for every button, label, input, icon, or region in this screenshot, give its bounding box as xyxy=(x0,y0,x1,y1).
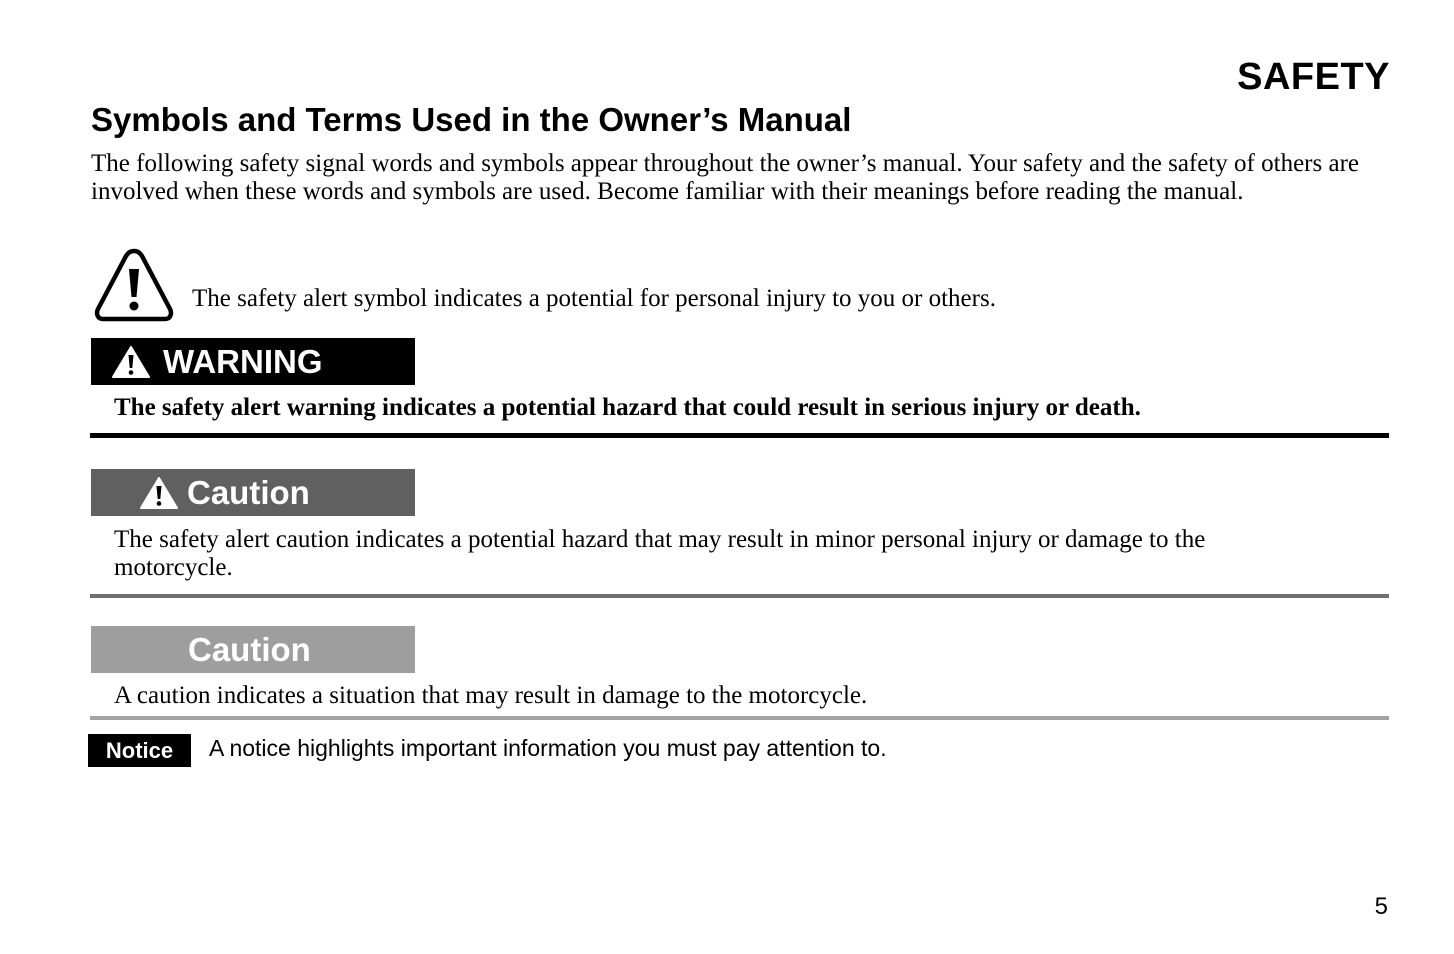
caution-alert-label-box xyxy=(91,469,415,516)
notice-description: A notice highlights important information you must pay attention to. xyxy=(209,735,887,761)
page-number: 5 xyxy=(1374,893,1388,920)
intro-paragraph: The following safety signal words and symbols appear throughout the owner’s manual. Your safety and the safety of others are involved when these words and symbols are used. Become familiar with their meanings before reading the manual. xyxy=(91,150,1359,205)
safety-alert-symbol-icon xyxy=(93,247,175,323)
caution-description: A caution indicates a situation that may result in damage to the motorcycle. xyxy=(114,682,868,709)
notice-badge: Notice xyxy=(88,734,191,767)
caution-alert-label: Caution xyxy=(187,473,310,511)
warning-triangle-icon xyxy=(111,345,151,379)
safety-alert-description: The safety alert symbol indicates a potential for personal injury to you or others. xyxy=(192,285,996,312)
section-title: SAFETY xyxy=(1237,56,1390,98)
page-heading: Symbols and Terms Used in the Owner’s Manual xyxy=(91,101,852,138)
warning-triangle-icon xyxy=(139,476,179,510)
caution-divider xyxy=(90,716,1389,720)
caution-alert-description: The safety alert caution indicates a potential hazard that may result in minor personal injury or damage to the motorcycle. xyxy=(114,526,1206,581)
warning-label: WARNING xyxy=(163,342,323,380)
caution-alert-divider xyxy=(90,594,1389,598)
caution-label-box xyxy=(91,626,415,673)
warning-divider xyxy=(90,433,1389,438)
warning-description: The safety alert warning indicates a potential hazard that could result in serious injury or death. xyxy=(114,394,1141,421)
caution-label: Caution xyxy=(188,630,311,668)
warning-label-box xyxy=(91,338,415,385)
